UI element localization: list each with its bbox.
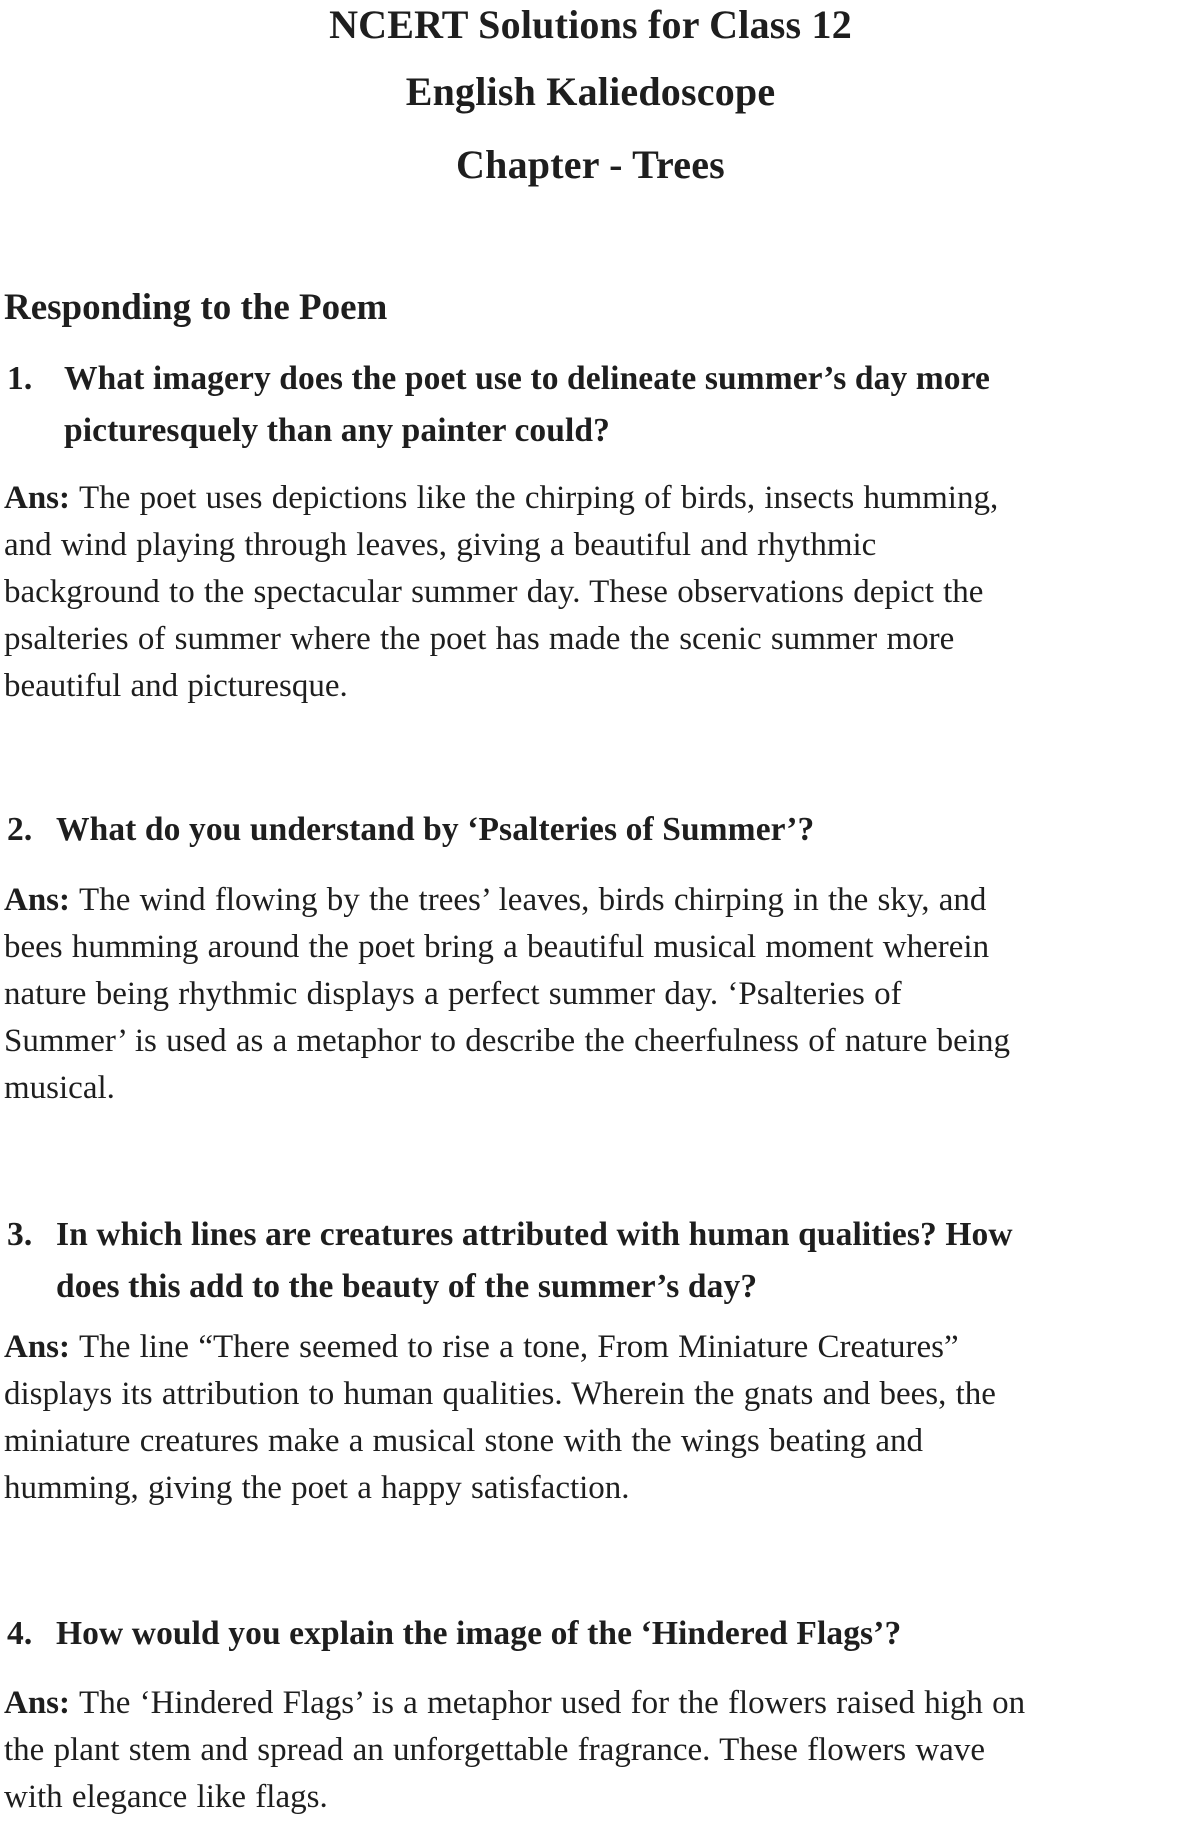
answer-3-line-2: displays its attribution to human qualities. Wherein the gnats and bees, the <box>4 1376 996 1412</box>
answer-3-line-3: miniature creatures make a musical stone with the wings beating and <box>4 1423 924 1459</box>
answer-1-line-3: background to the spectacular summer day. These observations depict the <box>4 574 984 610</box>
answer-2-line-4: Summer’ is used as a metaphor to describe the cheerfulness of nature being <box>4 1023 1010 1059</box>
answer-2 <box>4 877 1177 1112</box>
question-1-line-1: What imagery does the poet use to delineate summer’s day more <box>64 360 990 397</box>
question-1 <box>4 353 1177 457</box>
question-1-line-2: picturesquely than any painter could? <box>64 412 610 449</box>
question-3-line-1: In which lines are creatures attributed with human qualities? How <box>56 1216 1013 1253</box>
answer-4-line-1 <box>4 1680 1177 1727</box>
title-block <box>4 2 1177 188</box>
section-heading: Responding to the Poem <box>4 287 388 328</box>
qa-block-4 <box>4 1608 1177 1821</box>
answer-1-line-5: beautiful and picturesque. <box>4 668 348 704</box>
question-4-number: 4. <box>7 1615 33 1652</box>
answer-2-line-5: musical. <box>4 1070 115 1106</box>
answer-4-line-1-text: The ‘Hindered Flags’ is a metaphor used for the flowers raised high on <box>79 1685 1026 1721</box>
answer-4-label: Ans: <box>4 1685 71 1721</box>
answer-2-line-1-text: The wind flowing by the trees’ leaves, birds chirping in the sky, and <box>79 882 987 918</box>
doc-title-line-2: English Kaliedoscope <box>405 69 776 114</box>
qa-block-2 <box>4 804 1177 1112</box>
doc-title-line-1: NCERT Solutions for Class 12 <box>329 2 852 47</box>
question-4 <box>4 1608 1177 1660</box>
answer-4-line-2: the plant stem and spread an unforgettable fragrance. These flowers wave <box>4 1732 985 1768</box>
answer-1-line-1 <box>4 475 1177 522</box>
answer-4 <box>4 1680 1177 1821</box>
question-3-line-2: does this add to the beauty of the summer’s day? <box>56 1268 758 1305</box>
answer-3-line-1 <box>4 1324 1177 1371</box>
question-2 <box>4 804 1177 856</box>
answer-2-line-1 <box>4 877 1177 924</box>
qa-block-3 <box>4 1209 1177 1512</box>
question-2-number: 2. <box>7 811 33 848</box>
question-1-number: 1. <box>7 360 33 397</box>
question-2-line-1: What do you understand by ‘Psalteries of Summer’? <box>56 811 815 848</box>
answer-1-line-2: and wind playing through leaves, giving a beautiful and rhythmic <box>4 527 877 563</box>
qa-block-1 <box>4 353 1177 710</box>
answer-4-line-3: with elegance like flags. <box>4 1779 328 1815</box>
answer-3-label: Ans: <box>4 1329 71 1365</box>
question-4-line-1: How would you explain the image of the ‘Hindered Flags’? <box>56 1615 902 1652</box>
answer-1-line-1-text: The poet uses depictions like the chirping of birds, insects humming, <box>79 480 999 516</box>
answer-3 <box>4 1324 1177 1512</box>
answer-1-line-4: psalteries of summer where the poet has made the scenic summer more <box>4 621 955 657</box>
answer-1 <box>4 475 1177 710</box>
answer-2-label: Ans: <box>4 882 71 918</box>
answer-3-line-1-text: The line “There seemed to rise a tone, From Miniature Creatures” <box>79 1329 959 1365</box>
answer-1-label: Ans: <box>4 480 71 516</box>
answer-3-line-4: humming, giving the poet a happy satisfaction. <box>4 1470 630 1506</box>
doc-title-line-3: Chapter - Trees <box>456 142 725 187</box>
answer-2-line-2: bees humming around the poet bring a beautiful musical moment wherein <box>4 929 990 965</box>
question-3-number: 3. <box>7 1216 33 1253</box>
answer-2-line-3: nature being rhythmic displays a perfect summer day. ‘Psalteries of <box>4 976 902 1012</box>
question-3 <box>4 1209 1177 1313</box>
